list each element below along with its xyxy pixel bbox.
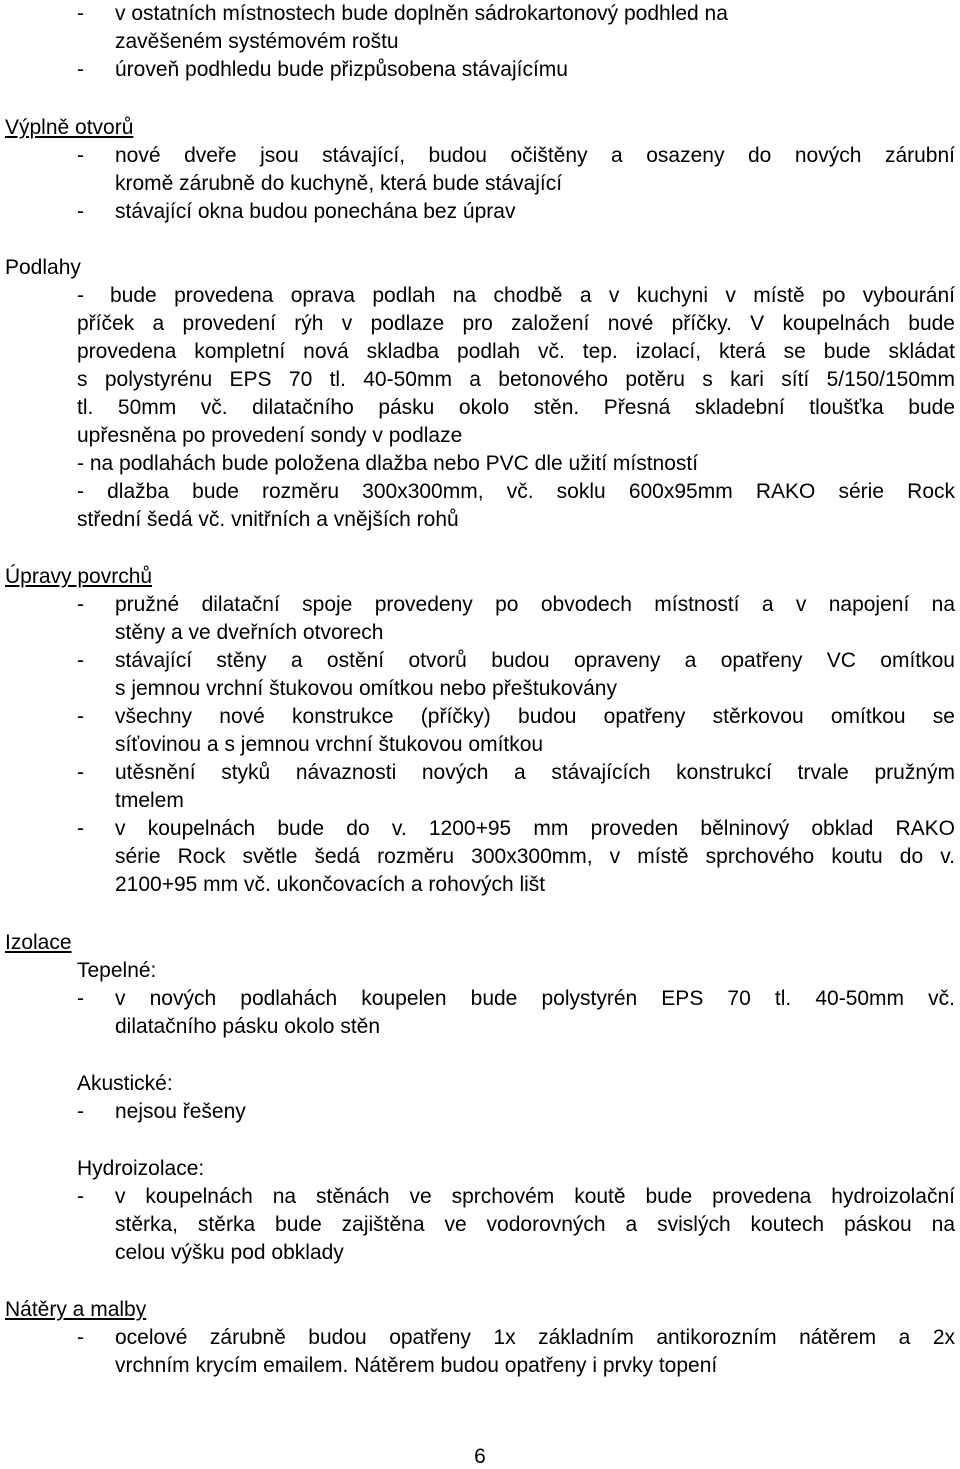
list-item-text: s jemnou vrchní štukovou omítkou nebo přeštukovány: [115, 677, 617, 700]
heading-vyplne: Výplně otvorů: [5, 116, 134, 139]
list-item-text: nejsou řešeny: [115, 1100, 246, 1123]
subheading-hydroizolace: Hydroizolace:: [77, 1157, 205, 1180]
list-item-text: pružné dilatační spoje provedeny po obvodech místností a v napojení na: [115, 593, 955, 616]
list-item-text: ocelové zárubně budou opatřeny 1x základním antikorozním nátěrem a 2x: [115, 1326, 955, 1349]
paragraph-line: upřesněna po provedení sondy v podlaze: [77, 424, 463, 447]
subheading-tepelne: Tepelné:: [77, 959, 157, 982]
paragraph-line: bude provedena oprava podlah na chodbě a v kuchyni v místě po vybourání: [110, 284, 955, 307]
paragraph-line: provedena kompletní nová skladba podlah vč. tep. izolací, která se bude skládat: [77, 340, 955, 363]
list-item-text: v ostatních místnostech bude doplněn sádrokartonový podhled na: [115, 2, 728, 25]
list-dash: -: [77, 1326, 84, 1349]
list-item-text: kromě zárubně do kuchyně, která bude stávající: [115, 172, 563, 195]
list-dash: -: [77, 705, 84, 728]
list-item-text: síťovinou a s jemnou vrchní štukovou omítkou: [115, 733, 544, 756]
paragraph-line: - na podlahách bude položena dlažba nebo PVC dle užití místností: [77, 452, 699, 475]
list-item: -: [77, 58, 84, 81]
list-item-text: stávající okna budou ponechána bez úprav: [115, 200, 516, 223]
list-item-text: stávající stěny a ostění otvorů budou opraveny a opatřeny VC omítkou: [115, 649, 955, 672]
list-dash: -: [77, 144, 84, 167]
list-item: -: [77, 2, 84, 25]
list-item-text: stěny a ve dveřních otvorech: [115, 621, 384, 644]
list-item-text: v nových podlahách koupelen bude polystyrén EPS 70 tl. 40-50mm vč.: [115, 987, 955, 1010]
list-item-text: zavěšeném systémovém roštu: [115, 30, 399, 53]
subheading-akusticke: Akustické:: [77, 1072, 173, 1095]
paragraph-line: s polystyrénu EPS 70 tl. 40-50mm a betonového potěru s kari sítí 5/150/150mm: [77, 368, 955, 391]
list-item-text: vrchním krycím emailem. Nátěrem budou opatřeny i prvky topení: [115, 1354, 718, 1377]
page-number: 6: [474, 1445, 486, 1468]
list-dash: -: [77, 649, 84, 672]
list-item-text: stěrka, stěrka bude zajištěna ve vodorovných a svislých koutech páskou na: [115, 1213, 955, 1236]
list-dash: -: [77, 284, 84, 307]
list-dash: -: [77, 1100, 84, 1123]
list-item-text: nové dveře jsou stávající, budou očištěny a osazeny do nových zárubní: [115, 144, 955, 167]
list-item-text: série Rock světle šedá rozměru 300x300mm, v místě sprchového koutu do v.: [115, 845, 955, 868]
list-dash: -: [77, 593, 84, 616]
paragraph-line: - dlažba bude rozměru 300x300mm, vč. soklu 600x95mm RAKO série Rock: [77, 480, 955, 503]
paragraph-line: příček a provedení rýh v podlaze pro založení nové příčky. V koupelnách bude: [77, 312, 955, 335]
heading-upravy: Úpravy povrchů: [5, 565, 153, 588]
list-dash: -: [77, 987, 84, 1010]
list-item-text: 2100+95 mm vč. ukončovacích a rohových lišt: [115, 873, 546, 896]
paragraph-line: střední šedá vč. vnitřních a vnějších rohů: [77, 508, 459, 531]
list-item-text: v koupelnách na stěnách ve sprchovém koutě bude provedena hydroizolační: [115, 1185, 955, 1208]
heading-natery: Nátěry a malby: [5, 1298, 147, 1321]
list-item-text: v koupelnách bude do v. 1200+95 mm proveden bělninový obklad RAKO: [115, 817, 955, 840]
list-item-text: celou výšku pod obklady: [115, 1241, 344, 1264]
paragraph-line: tl. 50mm vč. dilatačního pásku okolo stěn. Přesná skladební tloušťka bude: [77, 396, 955, 419]
list-dash: -: [77, 1185, 84, 1208]
list-item-text: tmelem: [115, 789, 184, 812]
list-dash: -: [77, 200, 84, 223]
list-item-text: všechny nové konstrukce (příčky) budou opatřeny stěrkovou omítkou se: [115, 705, 955, 728]
list-item-text: úroveň podhledu bude přizpůsobena stávajícímu: [115, 58, 568, 81]
list-item-text: dilatačního pásku okolo stěn: [115, 1015, 381, 1038]
heading-podlahy: Podlahy: [5, 256, 81, 279]
heading-izolace: Izolace: [5, 931, 72, 954]
list-dash: -: [77, 761, 84, 784]
list-dash: -: [77, 817, 84, 840]
list-item-text: utěsnění styků návaznosti nových a stávajících konstrukcí trvale pružným: [115, 761, 955, 784]
